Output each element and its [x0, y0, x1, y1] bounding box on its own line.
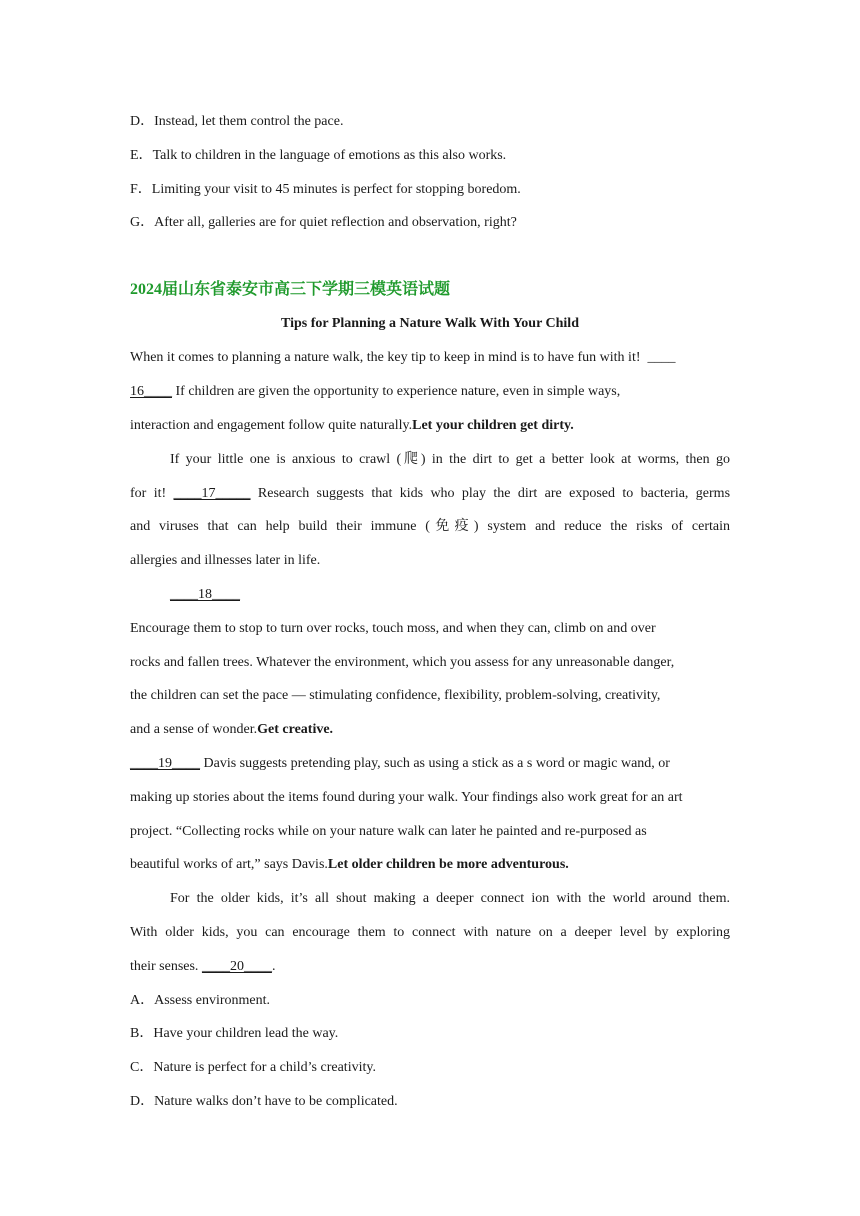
option-d — [130, 113, 343, 131]
passage-line — [130, 485, 730, 503]
passage-line: making up stories about the items found during your walk. Your findings also work great for an art — [130, 790, 683, 805]
option-c — [130, 1059, 376, 1077]
option-text: Nature is perfect for a child’s creativity. — [153, 1060, 376, 1075]
option-b — [130, 1025, 338, 1043]
option-letter: E． — [130, 148, 153, 163]
passage-line: and viruses that can help build their immune (免疫) system and reduce the risks of certain — [130, 519, 730, 534]
passage-text: their senses. — [130, 959, 199, 974]
passage-line: Encourage them to stop to turn over rocks, touch moss, and when they can, climb on and over — [130, 621, 656, 636]
passage-text: interaction and engagement follow quite naturally. — [130, 418, 413, 433]
passage-line: project. “Collecting rocks while on your nature walk can later he painted and re-purposed as — [130, 824, 647, 839]
blank-18-text: ____18____ — [170, 587, 240, 602]
blank-17: ____17_____ — [173, 486, 251, 501]
passage-text: Research suggests that kids who play the dirt are exposed to bacteria, germs — [257, 486, 731, 501]
option-f — [130, 181, 521, 199]
option-text: Assess environment. — [154, 993, 271, 1008]
passage-line — [130, 958, 275, 976]
option-letter: G． — [130, 215, 155, 230]
option-g — [130, 214, 517, 232]
blank-18 — [170, 586, 240, 604]
passage-line: With older kids, you can encourage them to connect with nature on a deeper level by exploring — [130, 925, 730, 940]
option-a — [130, 992, 270, 1010]
option-letter: B． — [130, 1026, 154, 1041]
passage-title: Tips for Planning a Nature Walk With Your Child — [281, 316, 579, 331]
option-text: Limiting your visit to 45 minutes is perfect for stopping boredom. — [151, 182, 521, 197]
option-text: Talk to children in the language of emotions as this also works. — [152, 148, 507, 163]
passage-line: allergies and illnesses later in life. — [130, 553, 321, 568]
option-text: Instead, let them control the pace. — [154, 114, 344, 129]
section-heading: 2024届山东省泰安市高三下学期三模英语试题 — [130, 281, 451, 298]
passage-line — [130, 755, 670, 773]
blank-19: ____19____ — [130, 756, 200, 771]
option-letter: C． — [130, 1060, 154, 1075]
passage-text: If children are given the opportunity to experience nature, even in simple ways, — [172, 384, 621, 399]
subheading: Get creative. — [257, 722, 334, 737]
option-text: Have your children lead the way. — [153, 1026, 339, 1041]
option-letter: D． — [130, 1094, 155, 1109]
passage-text: . — [271, 959, 276, 974]
option-text: After all, galleries are for quiet reflection and observation, right? — [154, 215, 517, 230]
passage-line — [130, 417, 574, 435]
passage-line: For the older kids, it’s all shout making a deeper connect ion with the world around them. — [170, 891, 730, 906]
passage-line — [130, 856, 569, 874]
option-d-bottom — [130, 1093, 398, 1111]
option-e — [130, 147, 506, 165]
passage-text: When it comes to planning a nature walk, the key tip to keep in mind is to have fun with it! — [130, 350, 641, 365]
passage-text: Davis suggests pretending play, such as using a stick as a s word or magic wand, or — [200, 756, 670, 771]
passage-line — [130, 349, 676, 367]
option-letter: A． — [130, 993, 155, 1008]
passage-text: beautiful works of art,” says Davis. — [130, 857, 328, 872]
passage-text: and a sense of wonder. — [130, 722, 258, 737]
passage-line — [130, 721, 333, 739]
blank-16-start: ____ — [647, 350, 676, 365]
blank-16: 16____ — [130, 384, 172, 399]
passage-line: rocks and fallen trees. Whatever the environment, which you assess for any unreasonable danger, — [130, 655, 675, 670]
blank-20: ____20____ — [201, 959, 272, 974]
option-text: Nature walks don’t have to be complicated. — [154, 1094, 398, 1109]
option-letter: D． — [130, 114, 155, 129]
subheading: Let your children get dirty. — [412, 418, 574, 433]
passage-line: If your little one is anxious to crawl (爬) in the dirt to get a better look at worms, then go — [170, 452, 730, 467]
passage-line — [130, 383, 620, 401]
option-letter: F． — [130, 182, 152, 197]
passage-line: the children can set the pace — stimulating confidence, flexibility, problem-solving, creativity, — [130, 688, 661, 703]
passage-text: for it! — [130, 486, 167, 501]
subheading: Let older children be more adventurous. — [327, 857, 569, 872]
